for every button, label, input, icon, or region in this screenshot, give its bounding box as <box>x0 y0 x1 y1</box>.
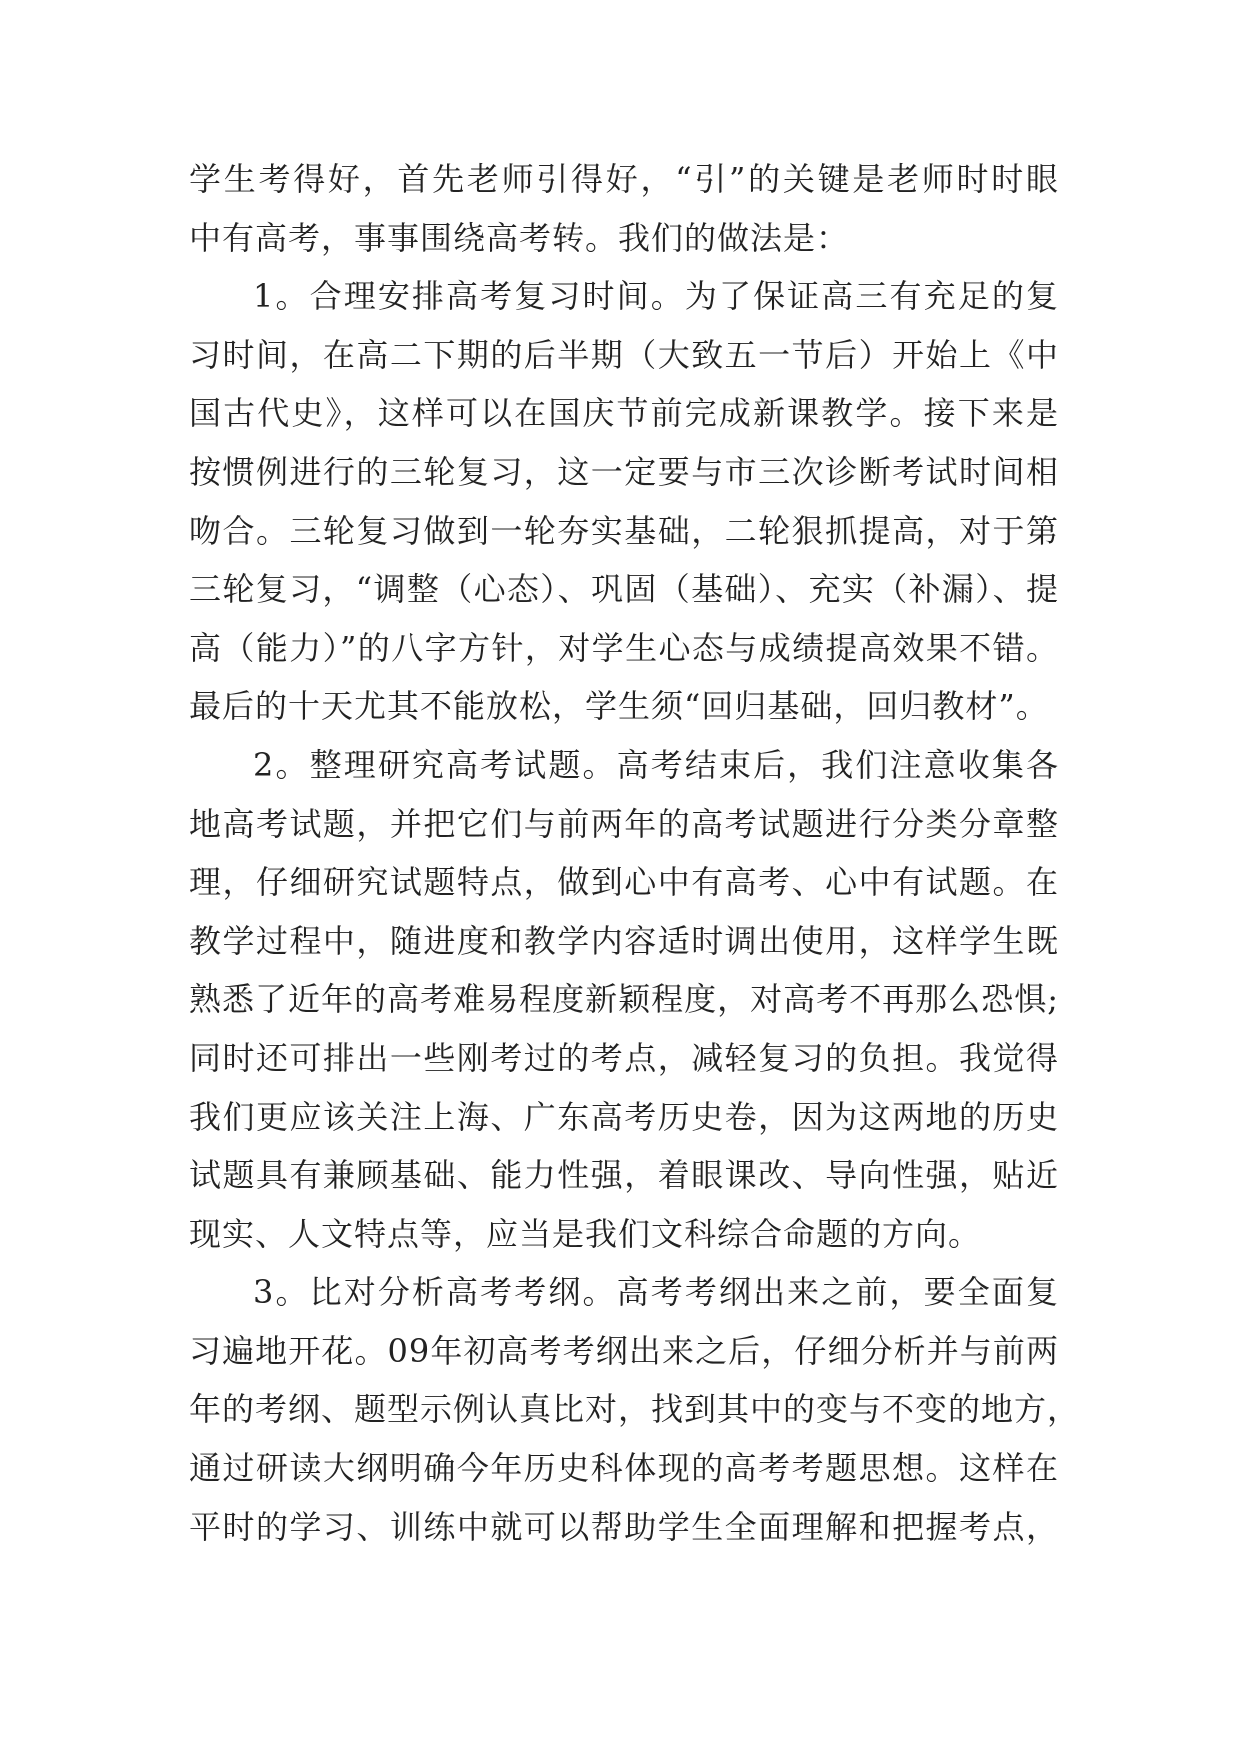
text-line: 最后的十天尤其不能放松，学生须“回归基础，回归教材”。 <box>189 687 1049 726</box>
body-text <box>189 150 1081 1556</box>
text-line: 试题具有兼顾基础、能力性强，着眼课改、导向性强，贴近 <box>189 1156 1059 1195</box>
text-line: 习遍地开花。09年初高考考纲出来之后，仔细分析并与前两 <box>189 1331 1059 1370</box>
text-line: 2。整理研究高考试题。高考结束后，我们注意收集各 <box>253 745 1059 784</box>
text-line: 平时的学习、训练中就可以帮助学生全面理解和把握考点， <box>189 1507 1059 1546</box>
text-line: 学生考得好，首先老师引得好，“引”的关键是老师时时眼 <box>189 160 1059 198</box>
text-line: 通过研读大纲明确今年历史科体现的高考考题思想。这样在 <box>189 1449 1059 1488</box>
text-line: 1。合理安排高考复习时间。为了保证高三有充足的复 <box>253 277 1059 316</box>
text-line: 现实、人文特点等，应当是我们文科综合命题的方向。 <box>189 1214 982 1253</box>
text-line: 理，仔细研究试题特点，做到心中有高考、心中有试题。在 <box>189 863 1059 902</box>
text-line: 熟悉了近年的高考难易程度新颖程度，对高考不再那么恐惧; <box>189 980 1059 1019</box>
text-line: 国古代史》，这样可以在国庆节前完成新课教学。接下来是 <box>189 394 1059 433</box>
text-line: 吻合。三轮复习做到一轮夯实基础，二轮狠抓提高，对于第 <box>189 511 1059 550</box>
text-line: 3。比对分析高考考纲。高考考纲出来之前，要全面复 <box>253 1273 1059 1312</box>
text-line: 三轮复习，“调整（心态）、巩固（基础）、充实（补漏）、提 <box>189 570 1059 609</box>
text-line: 习时间，在高二下期的后半期（大致五一节后）开始上《中 <box>189 335 1059 374</box>
text-line: 我们更应该关注上海、广东高考历史卷，因为这两地的历史 <box>189 1097 1059 1136</box>
text-line: 按惯例进行的三轮复习，这一定要与市三次诊断考试时间相 <box>189 452 1059 491</box>
text-line: 高（能力）”的八字方针，对学生心态与成绩提高效果不错。 <box>189 628 1059 667</box>
text-line: 同时还可排出一些刚考过的考点，减轻复习的负担。我觉得 <box>189 1038 1059 1077</box>
text-line: 教学过程中，随进度和教学内容适时调出使用，这样学生既 <box>189 921 1059 960</box>
text-line: 中有高考，事事围绕高考转。我们的做法是： <box>189 218 850 257</box>
text-line: 地高考试题，并把它们与前两年的高考试题进行分类分章整 <box>189 804 1059 843</box>
text-line: 年的考纲、题型示例认真比对，找到其中的变与不变的地方， <box>189 1390 1081 1429</box>
